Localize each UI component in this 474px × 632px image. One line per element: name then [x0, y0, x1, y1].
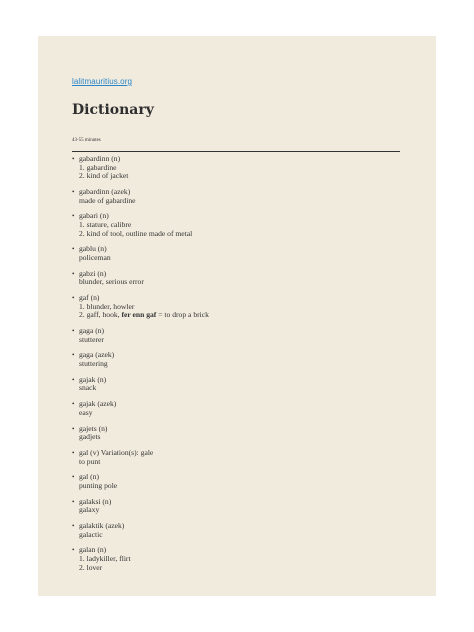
- bullet-icon: •: [72, 424, 75, 433]
- list-item: [72, 327, 209, 344]
- page-title: Dictionary: [72, 102, 154, 118]
- entry-definition: snack: [79, 383, 97, 393]
- entry-headword: gal (n): [79, 472, 100, 482]
- entry-headword: gajak (n): [79, 374, 107, 384]
- bullet-icon: •: [72, 522, 75, 531]
- bullet-icon: •: [72, 245, 75, 254]
- entry-definition: policeman: [79, 252, 111, 262]
- entry-headword: gabardinn (n): [79, 154, 121, 163]
- list-item: [72, 270, 209, 287]
- bold-phrase: fer enn gaf: [121, 310, 157, 320]
- entry-headword: gal (v) Variation(s): gale: [79, 447, 154, 457]
- entry-headword: gabari (n): [79, 211, 109, 221]
- entry-headword: gajets (n): [79, 423, 108, 433]
- divider: [72, 151, 400, 152]
- entry-definition: 2. kind of jacket: [79, 171, 129, 181]
- site-link[interactable]: lalitmauritius.org: [72, 77, 133, 86]
- entry-definition: 2. lover: [79, 562, 103, 572]
- bullet-icon: •: [72, 497, 75, 506]
- entry-headword: gaga (azek): [79, 350, 115, 360]
- bullet-icon: •: [72, 400, 75, 409]
- entry-headword: gablu (n): [79, 244, 107, 254]
- list-item: [72, 522, 209, 539]
- entry-definition: galaxy: [79, 505, 100, 515]
- document-page: [38, 36, 436, 596]
- list-item: [72, 400, 209, 417]
- bullet-icon: •: [72, 448, 75, 457]
- list-item: [72, 473, 209, 490]
- bullet-icon: •: [72, 269, 75, 278]
- entry-definition: [79, 311, 209, 320]
- entry-definition: 2. kind of tool, outline made of metal: [79, 228, 193, 238]
- entry-list: [72, 155, 209, 579]
- list-item: [72, 245, 209, 262]
- list-item: [72, 212, 209, 238]
- list-item: [72, 449, 209, 466]
- entry-headword: gaga (n): [79, 326, 105, 336]
- bullet-icon: •: [72, 473, 75, 482]
- bullet-icon: •: [72, 351, 75, 360]
- bullet-icon: •: [72, 212, 75, 221]
- entry-definition: 1. stature, calibre: [79, 219, 132, 229]
- list-item: [72, 155, 209, 181]
- list-item: [72, 294, 209, 320]
- list-item: [72, 546, 209, 572]
- entry-headword: galaktik (azek): [79, 521, 125, 531]
- entry-definition: stutterer: [79, 334, 104, 344]
- entry-definition: galactic: [79, 529, 103, 539]
- definition-text: 2. gaff, hook,: [79, 310, 122, 320]
- list-item: [72, 376, 209, 393]
- entry-definition: 1. gabardine: [79, 162, 117, 172]
- bullet-icon: •: [72, 155, 75, 163]
- entry-definition: gadjets: [79, 432, 101, 442]
- entry-definition: 1. ladykiller, flirt: [79, 554, 131, 563]
- entry-headword: gajak (azek): [79, 399, 117, 409]
- list-item: [72, 188, 209, 205]
- list-item: [72, 425, 209, 442]
- bullet-icon: •: [72, 546, 75, 555]
- bullet-icon: •: [72, 375, 75, 384]
- entry-definition: 1. blunder, howler: [79, 301, 135, 311]
- entry-definition: to punt: [79, 456, 101, 466]
- entry-definition: punting pole: [79, 480, 118, 490]
- entry-definition: stuttering: [79, 359, 108, 368]
- entry-headword: gaf (n): [79, 293, 100, 303]
- reading-time: 43-55 minutes: [72, 138, 101, 143]
- entry-definition: made of gabardine: [79, 195, 136, 205]
- entry-definition: easy: [79, 407, 93, 417]
- definition-text: = to drop a brick: [156, 310, 209, 320]
- bullet-icon: •: [72, 327, 75, 336]
- list-item: [72, 498, 209, 515]
- bullet-icon: •: [72, 187, 75, 196]
- entry-headword: galan (n): [79, 545, 107, 555]
- entry-definition: blunder, serious error: [79, 277, 144, 287]
- entry-headword: gabardinn (azek): [79, 186, 131, 196]
- entry-headword: galaksi (n): [79, 496, 112, 506]
- bullet-icon: •: [72, 294, 75, 303]
- list-item: [72, 351, 209, 368]
- entry-headword: gabzi (n): [79, 268, 107, 278]
